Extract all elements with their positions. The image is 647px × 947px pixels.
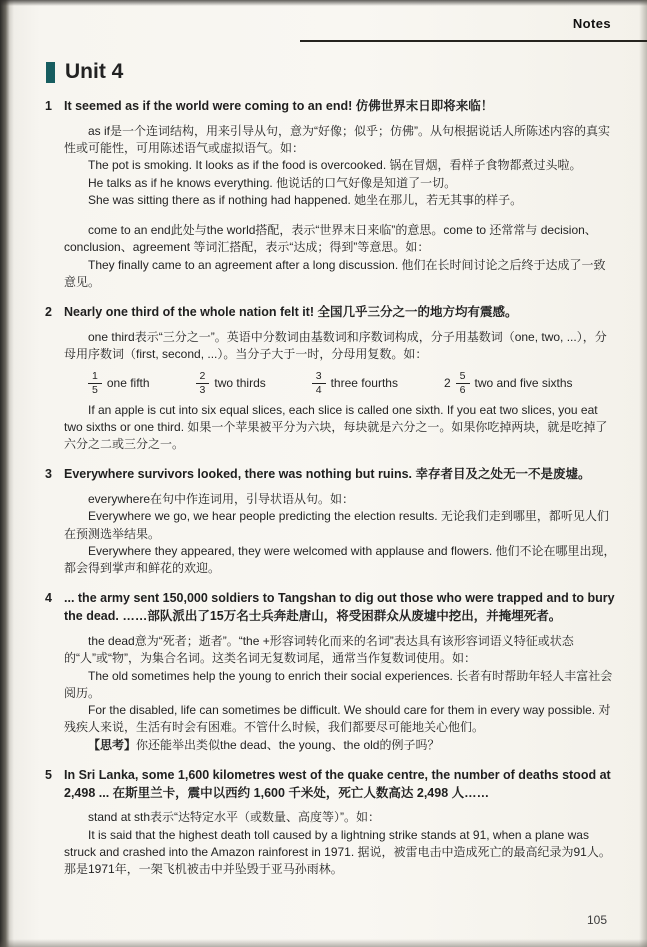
paragraph: as if是一个连词结构，用来引导从句，意为“好像；似乎；仿佛”。从句根据说话人所陈述内容的真实性或可能性，可用陈述语气或虚拟语气。如：: [64, 123, 611, 156]
example-sentence: The old sometimes help the young to enrich their social experiences. 长者有时帮助年轻人丰富社会阅历。: [64, 668, 613, 700]
fraction-denominator: 4: [315, 384, 322, 397]
scan-edge-left: [0, 0, 14, 947]
note-item-2: [45, 304, 617, 453]
item-title-en: It seemed as if the world were coming to an end!: [64, 99, 353, 113]
item-title-zh: 在斯里兰卡，震中以西约 1,600 千米处，死亡人数高达 2,498 人……: [112, 785, 490, 800]
item-number: 4: [45, 591, 52, 606]
fraction: [196, 370, 210, 396]
fraction-label: three fourths: [330, 375, 398, 390]
page-number: 105: [586, 913, 607, 927]
note-item-5-heading: [45, 767, 617, 803]
item-title-zh: 幸存者目及之处无一不是废墟。: [415, 467, 591, 482]
note-item-2-heading: [45, 304, 617, 322]
think-question: [64, 737, 617, 754]
fraction: [312, 370, 326, 396]
example-sentence: It is said that the highest death toll caused by a lightning strike stands at 91, when a plane was struck and crashed into the Amazon rainforest in 1971. 据说，被雷电击中造成死亡的最高纪录为91人。那是1971年，一架飞机被击中并坠毁于亚马孙雨林。: [64, 827, 611, 877]
note-item-3-heading: [45, 466, 617, 484]
note-item-4: [45, 590, 617, 753]
note-item-3: [45, 466, 617, 577]
fraction-label: one fifth: [106, 375, 150, 390]
item-title: [64, 590, 617, 626]
example-sentence: They finally came to an agreement after a long discussion. 他们在长时间讨论之后终于达成了一致意见。: [64, 257, 606, 289]
item-title-zh: 仿佛世界末日即将来临！: [355, 99, 494, 113]
example-sentence: Everywhere we go, we hear people predicting the election results. 无论我们走到哪里，都听见人们在预测选举结果。: [64, 509, 609, 541]
example-sentence: The pot is smoking. It looks as if the food is overcooked. 锅在冒烟，看样子食物都煮过头啦。: [88, 158, 582, 173]
item-title-en: In Sri Lanka, some 1,600 kilometres west of the quake centre, the number of deaths stood at 2,498 ...: [64, 767, 611, 800]
item-number: 1: [45, 99, 52, 113]
fraction-label: two thirds: [214, 375, 266, 390]
fraction-numerator: 3: [312, 370, 326, 384]
item-number: 5: [45, 767, 52, 782]
unit-title-bar: [46, 62, 55, 83]
note-item-4-heading: [45, 590, 617, 626]
fraction-label: two and five sixths: [474, 375, 573, 390]
item-title-zh: ……部队派出了15万名士兵奔赴唐山，将受困群众从废墟中挖出，并掩埋死者。: [122, 609, 562, 624]
paragraph: one third表示“三分之一”。英语中分数词由基数词和序数词构成，分子用基数词（one, two, ...），分母用序数词（first, second, ...）。当分子大于一时，分母用复数。如：: [64, 329, 607, 362]
paragraph: everywhere在句中作连词用，引导状语从句。如：: [88, 492, 355, 507]
fraction-numerator: 1: [88, 370, 102, 384]
note-item-1-heading: [45, 98, 617, 116]
note-item-1-body: [64, 123, 617, 291]
fractions-row: [88, 370, 617, 396]
item-number: 3: [45, 467, 52, 482]
note-item-2-body: [64, 329, 617, 454]
item-title-en: ... the army sent 150,000 soldiers to Tangshan to dig out those who were trapped and to bury the dead.: [64, 591, 615, 624]
header-rule: [300, 40, 647, 42]
note-item-5: [45, 767, 617, 879]
item-number: 2: [45, 305, 52, 320]
think-text: 你还能举出类似the dead、the young、the old的例子吗？: [136, 737, 440, 752]
item-title-zh: 全国几乎三分之一的地方均有震感。: [317, 305, 518, 320]
scan-edge-top: [0, 0, 647, 6]
paragraph: the dead意为“死者；逝者”。“the +形容词转化而来的名词”表达具有该形容词语义特征或状态的“人”或“物”，为集合名词。这类名词无复数词尾，通常当作复数词使用。如：: [64, 633, 574, 666]
fraction: [456, 370, 470, 396]
example-sentence: Everywhere they appeared, they were welcomed with applause and flowers. 他们不论在哪里出现，都会得到掌声和鲜花的欢迎。: [64, 543, 616, 576]
paragraph: come to an end此处与the world搭配，表示“世界末日来临”的意思。come to 还常常与 decision、conclusion、agreement 等词汇搭配，表示“达成；得到”等意思。如：: [64, 223, 597, 255]
fraction-denominator: 3: [199, 384, 206, 397]
item-title-en: Nearly one third of the whole nation felt it!: [64, 305, 315, 320]
example-sentence: For the disabled, life can sometimes be difficult. We should care for them in every way possible. 对残疾人来说，生活有时会有困难。不管什么时候，我们都要尽可能地关心他们。: [64, 703, 611, 735]
scan-edge-bottom: [0, 939, 647, 947]
scan-edge-right: [639, 0, 647, 947]
notes-content: [45, 98, 617, 891]
fraction-numerator: 5: [456, 370, 470, 384]
fraction-denominator: 5: [92, 384, 98, 397]
item-title: [64, 304, 518, 322]
note-item-4-body: [64, 633, 617, 754]
paragraph: stand at sth表示“达特定水平（或数量、高度等）”。如：: [88, 810, 381, 825]
notes-label: Notes: [572, 16, 611, 31]
note-item-3-body: [64, 491, 617, 577]
item-title: [64, 98, 493, 116]
note-item-5-body: [64, 809, 617, 878]
example-sentence: She was sitting there as if nothing had happened. 她坐在那儿，若无其事的样子。: [88, 192, 523, 207]
fraction-denominator: 6: [459, 384, 466, 397]
think-label: 【思考】: [88, 737, 137, 752]
example-sentence: He talks as if he knows everything. 他说话的口气好像是知道了一切。: [88, 175, 457, 190]
fraction-two-thirds: [196, 370, 266, 396]
item-title: [64, 767, 617, 803]
fraction-one-fifth: [88, 370, 150, 396]
fraction-two-and-five-sixths: [444, 370, 573, 396]
fraction-three-fourths: [312, 370, 398, 396]
unit-title: [46, 60, 123, 84]
fraction-numerator: 2: [196, 370, 210, 384]
fraction: [88, 370, 102, 396]
example-sentence: If an apple is cut into six equal slices, each slice is called one sixth. If you eat two slices, you eat two sixths or one third. 如果一个苹果被平分为六块，每块就是六分之一。如果你吃掉两块，就是吃掉了六分之二或三分之一。: [64, 402, 608, 452]
item-title-en: Everywhere survivors looked, there was nothing but ruins.: [64, 467, 413, 482]
fraction-whole: 2: [443, 375, 451, 390]
item-title: [64, 466, 591, 484]
note-item-1: [45, 98, 617, 291]
unit-title-text: Unit 4: [65, 60, 124, 83]
